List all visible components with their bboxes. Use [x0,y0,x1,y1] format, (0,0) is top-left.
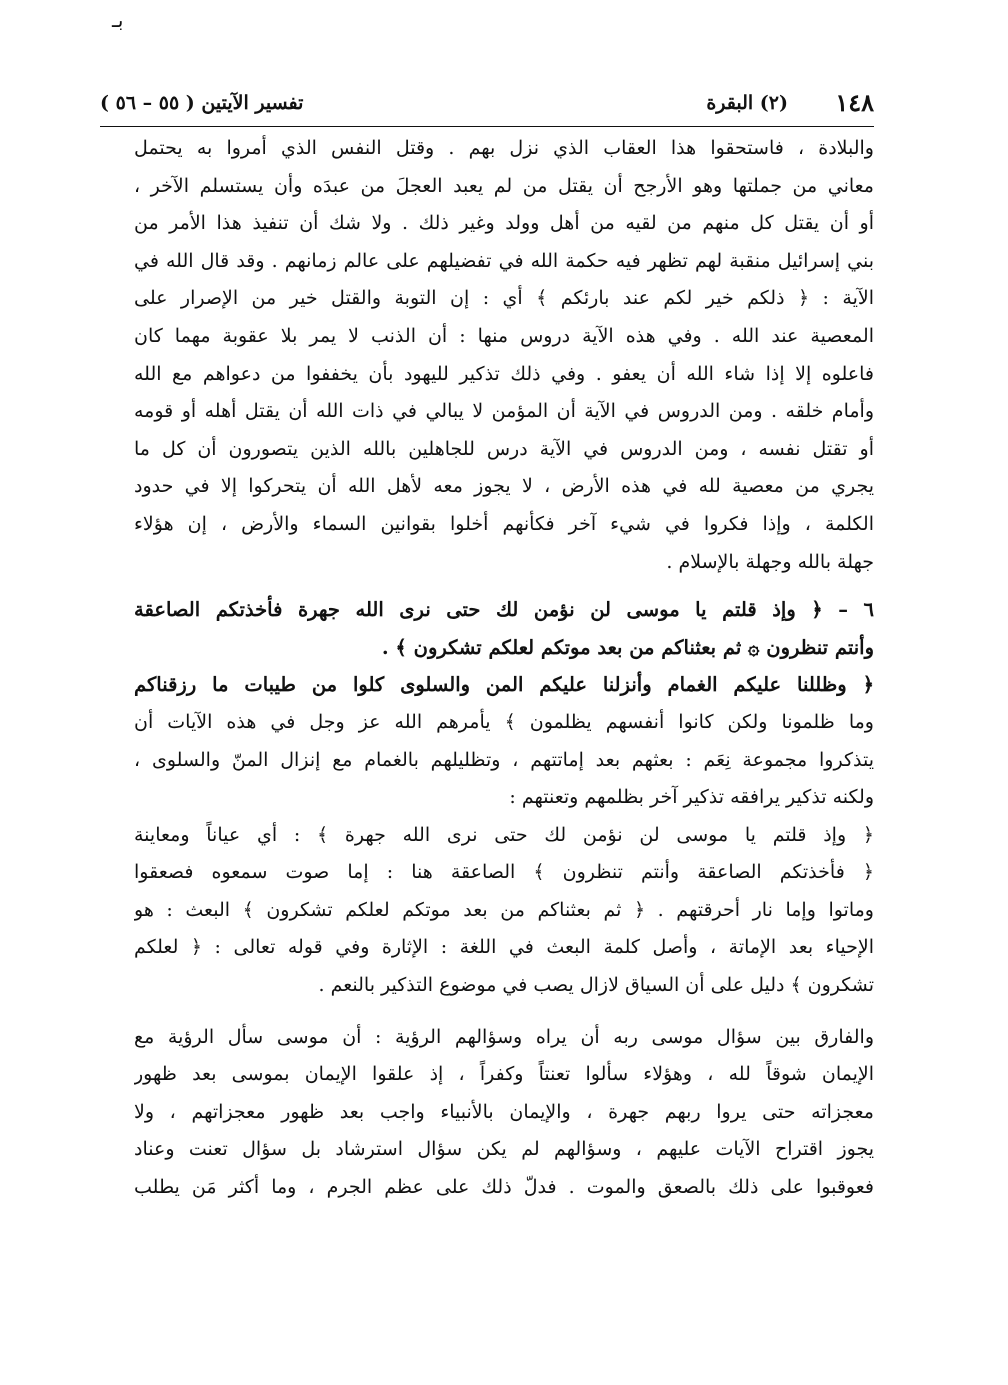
text-line: المعصية عند الله . وفي هذه الآية دروس منها : أن الذنب لا يمر بلا عقوبة مهما كان [134,324,874,347]
spacer [134,581,874,591]
text-line: معجزاته حتى يروا ربهم جهرة ، والإيمان بالأنبياء واجب بعد ظهور معجزاتهم ، ولا [134,1100,874,1123]
text-line: ﴿ فأخذتكم الصاعقة وأنتم تنظرون ﴾ الصاعقة هنا : إما صوت سمعوه فصعقوا [134,861,874,884]
page-number: ١٤٨ [835,88,874,117]
text-line: الإحياء بعد الإماتة ، وأصل كلمة البعث في اللغة : الإثارة وفي قوله تعالى : ﴿ لعلكم [134,936,874,959]
paragraph-3 [134,817,874,1005]
text-line: الآية : ﴿ ذلكم خير لكم عند بارئكم ﴾ أي : إن التوبة والقتل خير من الإصرار على [134,287,874,310]
text-line: أو تقتل نفسه ، ومن الدروس في الآية درس للجاهلين بالله الذين يتصورون أن كل ما [134,437,874,460]
corner-mark: بـ [112,8,124,32]
text-line: الإيمان شوقاً لله ، وهؤلاء سألوا تعنتاً وكفراً ، إذ علقوا الإيمان بموسى بعد ظهور [134,1063,874,1086]
verse-heading [134,591,874,666]
text-line: ولكنه تذكير يرافقه تذكير آخر بظلمهم وتعنتهم : [509,786,874,809]
text-line: أو أن يقتل كل منهم من لقيه من أهل وولد وغير ذلك . ولا شك أن تنفيذ هذا الأمر من [134,212,874,235]
text-line: فاعلوه إلا إذا شاء الله أن يعفو . وفي ذلك تذكير لليهود بأن يخففوا من دعواهم مع الله [134,362,874,385]
surah-label: (٢) البقرة [706,92,788,114]
verse-line: وأنتم تنظرون ۞ ثم بعثناكم من بعد موتكم لعلكم تشكرون ﴾ . [381,635,874,659]
text-line: يجوز اقتراح الآيات عليهم ، وسؤالهم لم يكن سؤال استرشاد بل سؤال تعنت وعناد [134,1138,874,1161]
text-line: وأمام خلقه . ومن الدروس في الآية أن المؤمن لا يبالي في ذات الله أن يقتل أهله أو قومه [134,400,874,423]
text-line: ﴿ وظللنا عليكم الغمام وأنزلنا عليكم المن والسلوى كلوا من طيبات ما رزقناكم [134,673,874,697]
text-line: يجري من معصية لله في هذه الأرض ، لا يجوز معه لأهل الله أن يتحركوا إلا في حدود [134,475,874,498]
text-line: وماتوا وإما نار أحرقتهم . ﴿ ثم بعثناكم من بعد موتكم لعلكم تشكرون ﴾ البعث : هو [134,898,874,921]
text-line: ﴿ وإذ قلتم يا موسى لن نؤمن لك حتى نرى الله جهرة ﴾ : أي عياناً ومعاينة [134,823,874,846]
text-line: والفارق بين سؤال موسى ربه أن يراه وسؤالهم الرؤية : أن موسى سأل الرؤية مع [134,1025,874,1048]
text-line: وما ظلمونا ولكن كانوا أنفسهم يظلمون ﴾ يأمرهم الله عز وجل في هذه الآيات أن [134,710,874,733]
body-text [134,130,874,1207]
text-line: بني إسرائيل منقبة لهم تظهر فيه حكمة الله في تفضيلهم على عالم زمانهم . وقد قال الله في [134,249,874,272]
text-line: فعوقبوا على ذلك بالصعق والموت . فدلّ ذلك على عظم الجرم ، وما أكثر مَن يطلب [134,1176,874,1199]
paragraph-1 [134,130,874,581]
paragraph-4 [134,1019,874,1207]
spacer [134,1005,874,1019]
text-line: تشكرون ﴾ دليل على أن السياق لازال يصب في موضوع التذكير بالنعم . [318,974,874,997]
text-line: يتذكروا مجموعة نِعَم : بعثهم بعد إماتتهم ، وتظليلهم بالغمام مع إنزال المنّ والسلوى ، [134,748,874,771]
page-header [100,86,874,127]
text-line: جهلة بالله وجهلة بالإسلام . [666,550,874,573]
running-title: تفسير الآيتين ( ٥٥ – ٥٦ ) [100,92,304,114]
text-line: الكلمة ، وإذا فكروا في شيء آخر فكأنهم أخلوا بقوانين السماء والأرض ، إن هؤلاء [134,512,874,535]
text-line: والبلادة ، فاستحقوا هذا العقاب الذي نزل بهم . وقتل النفس الذي أمروا به يحتمل [134,137,874,159]
paragraph-2 [134,666,874,816]
text-line: معاني من جملتها وهو الأرجح أن يقتل من لم يعبد العجلَ من عبدَه وأن يستسلم الآخر ، [134,174,874,197]
verse-line: ٦ – ﴿ وإذ قلتم يا موسى لن نؤمن لك حتى نرى الله جهرة فأخذتكم الصاعقة [134,598,874,622]
